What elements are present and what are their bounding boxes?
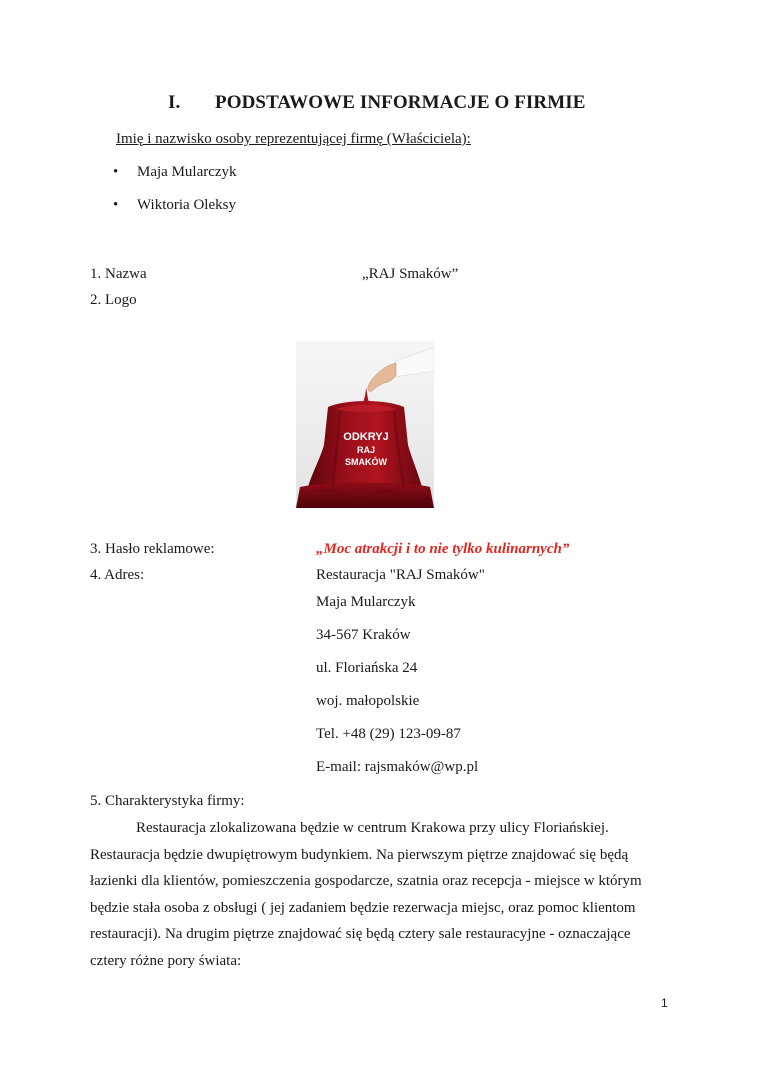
address-label: 4. Adres: — [90, 567, 145, 583]
slogan-value: „Moc atrakcji i to nie tylko kulinarnych” — [316, 541, 570, 557]
logo-line2: RAJ — [356, 445, 376, 455]
page-number: 1 — [661, 996, 668, 1010]
address-line: Maja Mularczyk — [316, 594, 416, 610]
owner-item: Maja Mularczyk — [137, 164, 237, 180]
logo-label: 2. Logo — [90, 292, 137, 308]
hand-icon — [368, 363, 396, 391]
address-line: ul. Floriańska 24 — [316, 660, 418, 676]
address-line: E-mail: rajsmaków@wp.pl — [316, 759, 479, 775]
bullet-icon: • — [113, 197, 119, 213]
logo-image — [296, 341, 434, 508]
characteristics-label: 5. Charakterystyka firmy: — [90, 793, 245, 809]
address-line: woj. małopolskie — [316, 693, 420, 709]
name-value: „RAJ Smaków” — [362, 266, 459, 282]
description-paragraph: Restauracja zlokalizowana będzie w centrum Krakowa przy ulicy Floriańskiej. Restauracja będzie dwupiętrowym budynkiem. Na pierwszym piętrze znajdować się będą łazienki dla klientów, pomieszczenia gospodarcze, szatnia oraz recepcja - miejsce w którym będzie stała osoba z obsługi ( jej zadaniem będzie rezerwacja miejsc, oraz pomoc klientom restauracji). Na drugim piętrze znajdować się będą cztery sale restauracyjne - oznaczające cztery różne pory świata: — [90, 820, 642, 969]
logo-line3: SMAKÓW — [345, 457, 387, 467]
bullet-icon: • — [113, 164, 119, 180]
section-title: PODSTAWOWE INFORMACJE O FIRMIE — [215, 92, 586, 113]
section-number: I. — [168, 92, 181, 113]
address-line: Tel. +48 (29) 123-09-87 — [316, 726, 461, 742]
logo-illustration — [296, 341, 434, 508]
cloth-icon — [308, 401, 422, 487]
logo-line1: ODKRYJ — [343, 431, 389, 443]
address-line: 34-567 Kraków — [316, 627, 411, 643]
owner-item: Wiktoria Oleksy — [137, 197, 236, 213]
owners-label: Imię i nazwisko osoby reprezentującej firmę (Właściciela): — [116, 131, 471, 147]
slogan-label: 3. Hasło reklamowe: — [90, 541, 215, 557]
arm-icon — [394, 347, 434, 377]
address-line: Restauracja "RAJ Smaków" — [316, 567, 485, 583]
name-label: 1. Nazwa — [90, 266, 147, 282]
